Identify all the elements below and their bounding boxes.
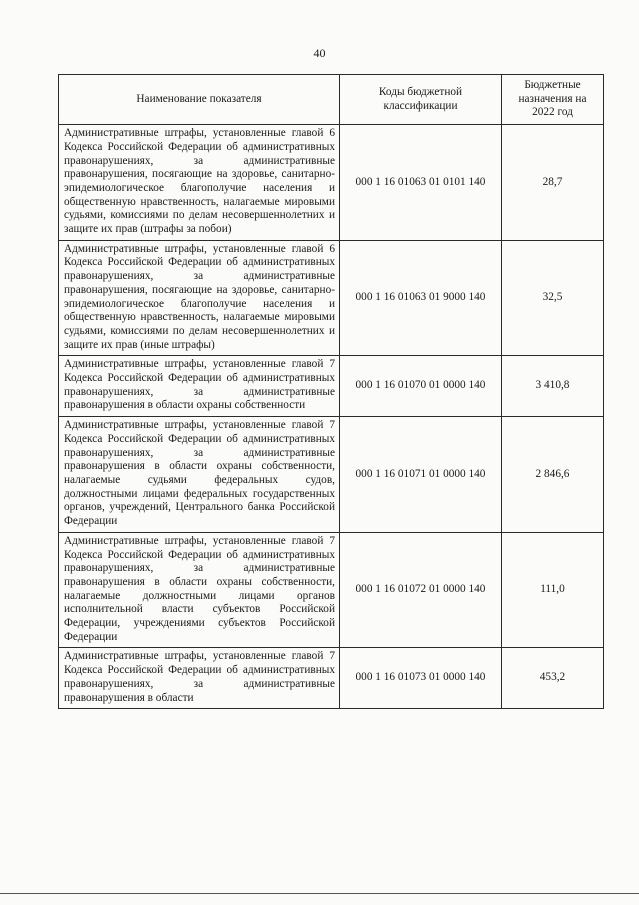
- row-name: Административные штрафы, установленные главой 6 Кодекса Российской Федерации об административных правонарушениях, за административные правонарушения, посягающие на здоровье, санитарно-эпидемиологическое благополучие населения и общественную нравственность, налагаемые мировыми судьями, комиссиями по делам несовершеннолетних и защите их прав (иные штрафы): [59, 240, 340, 356]
- row-code: 000 1 16 01071 01 0000 140: [340, 417, 502, 533]
- row-value: 2 846,6: [502, 417, 604, 533]
- row-code: 000 1 16 01070 01 0000 140: [340, 356, 502, 417]
- table-row: [59, 417, 604, 533]
- row-name: Административные штрафы, установленные главой 7 Кодекса Российской Федерации об административных правонарушениях, за административные правонарушения в области охраны собственности, налагаемые должностными лицами органов исполнительной власти субъектов Российской Федерации, учреждениями субъектов Российской Федерации: [59, 532, 340, 648]
- header-name: Наименование показателя: [59, 75, 340, 125]
- row-name: Административные штрафы, установленные главой 7 Кодекса Российской Федерации об административных правонарушениях, за административные правонарушения в области охраны собственности, налагаемые судьями федеральных судов, должностными лицами федеральных государственных органов, учреждений, Центрального банка Российской Федерации: [59, 417, 340, 533]
- row-value: 453,2: [502, 648, 604, 709]
- row-name: Административные штрафы, установленные главой 7 Кодекса Российской Федерации об административных правонарушениях, за административные правонарушения в области: [59, 648, 340, 709]
- row-value: 28,7: [502, 125, 604, 241]
- row-code: 000 1 16 01072 01 0000 140: [340, 532, 502, 648]
- table-row: [59, 648, 604, 709]
- row-value: 111,0: [502, 532, 604, 648]
- row-name: Административные штрафы, установленные главой 6 Кодекса Российской Федерации об административных правонарушениях, за административные правонарушения, посягающие на здоровье, санитарно-эпидемиологическое благополучие населения и общественную нравственность, налагаемые мировыми судьями, комиссиями по делам несовершеннолетних и защите их прав (штрафы за побои): [59, 125, 340, 241]
- table-row: [59, 532, 604, 648]
- table-row: [59, 125, 604, 241]
- row-code: 000 1 16 01063 01 9000 140: [340, 240, 502, 356]
- row-value: 32,5: [502, 240, 604, 356]
- page-bottom-rule: [0, 893, 639, 894]
- page-number: 40: [313, 46, 326, 60]
- header-value: Бюджетные назначения на 2022 год: [502, 75, 604, 125]
- row-value: 3 410,8: [502, 356, 604, 417]
- row-code: 000 1 16 01063 01 0101 140: [340, 125, 502, 241]
- header-code: Коды бюджетной классификации: [340, 75, 502, 125]
- budget-table: [58, 74, 604, 709]
- row-code: 000 1 16 01073 01 0000 140: [340, 648, 502, 709]
- table-row: [59, 240, 604, 356]
- row-name: Административные штрафы, установленные главой 7 Кодекса Российской Федерации об административных правонарушениях, за административные правонарушения в области охраны собственности: [59, 356, 340, 417]
- table-header-row: [59, 75, 604, 125]
- table-row: [59, 356, 604, 417]
